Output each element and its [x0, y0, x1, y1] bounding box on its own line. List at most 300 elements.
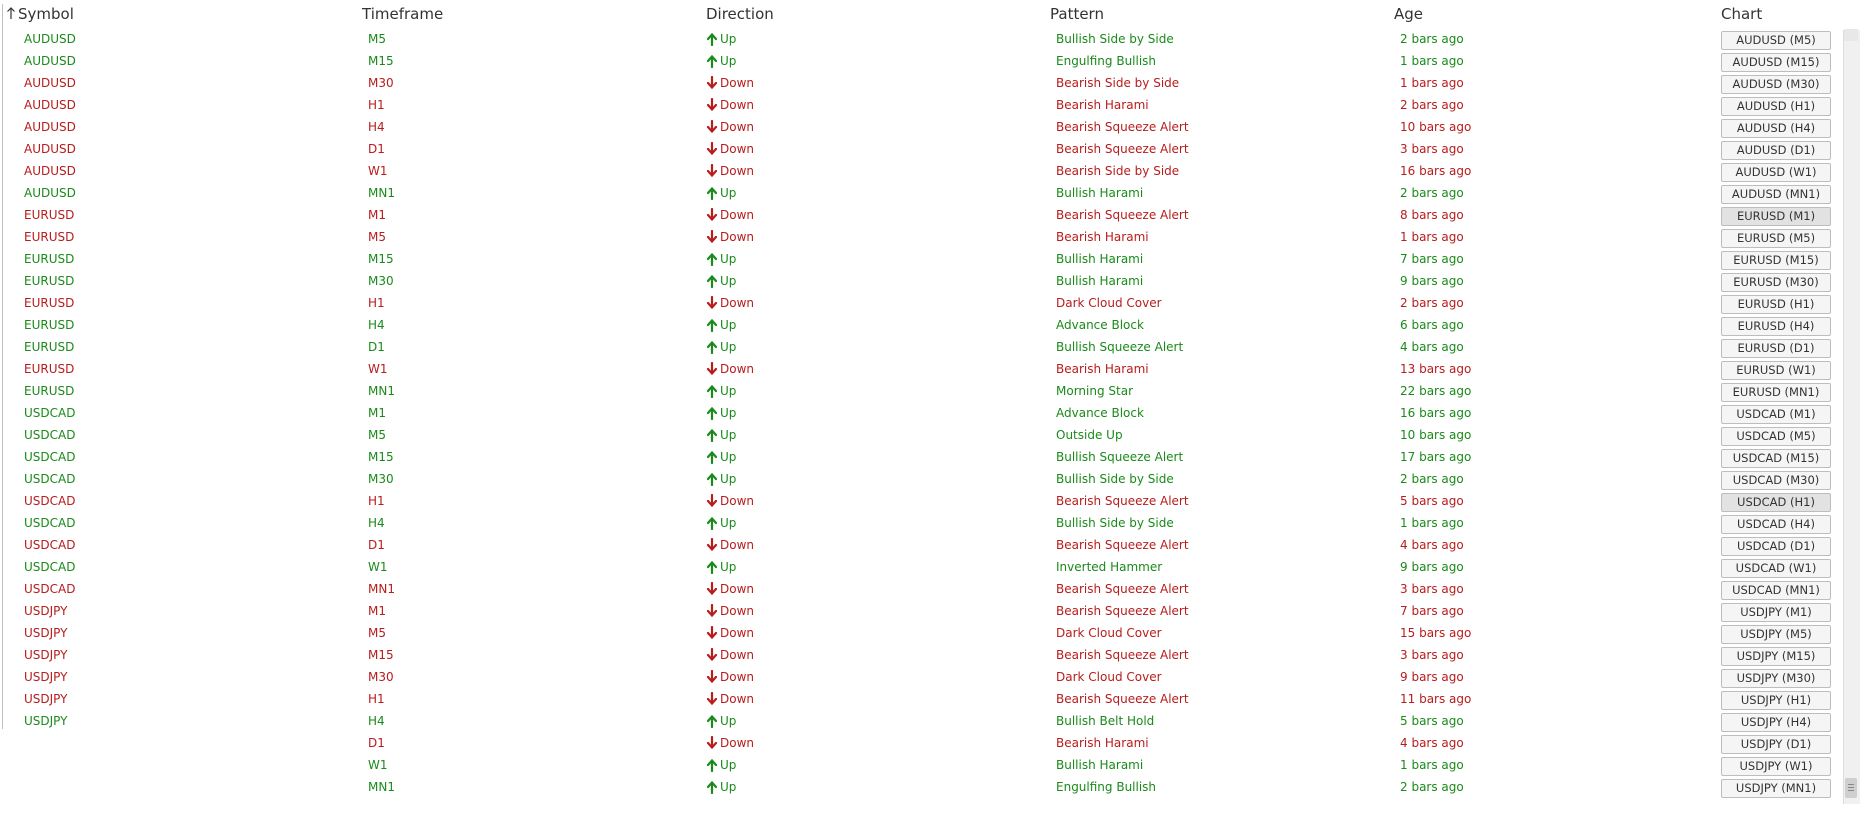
open-chart-button[interactable]: EURUSD (M15) [1721, 251, 1831, 270]
direction-label: Down [720, 538, 755, 552]
arrow-down-icon [706, 648, 718, 662]
pattern-cell: Bearish Squeeze Alert [1056, 494, 1189, 508]
direction-label: Down [720, 142, 755, 156]
timeframe-cell: H4 [368, 120, 385, 134]
timeframe-cell: M5 [368, 32, 386, 46]
table-row[interactable] [0, 535, 1840, 557]
pattern-cell: Bullish Squeeze Alert [1056, 450, 1184, 464]
open-chart-button[interactable]: USDCAD (M1) [1721, 405, 1831, 424]
direction-label: Down [720, 582, 755, 596]
open-chart-button[interactable]: EURUSD (MN1) [1721, 383, 1831, 402]
symbol-cell: USDCAD [24, 494, 76, 508]
age-cell: 4 bars ago [1400, 538, 1464, 552]
timeframe-cell: M1 [368, 406, 386, 420]
arrow-up-icon [706, 780, 718, 794]
age-cell: 2 bars ago [1400, 780, 1464, 794]
table-row[interactable] [0, 337, 1840, 359]
pattern-cell: Bullish Side by Side [1056, 472, 1174, 486]
age-cell: 8 bars ago [1400, 208, 1464, 222]
direction-label: Down [720, 208, 755, 222]
symbol-cell: USDJPY [24, 604, 68, 618]
direction-cell [706, 406, 736, 420]
arrow-down-icon [706, 142, 718, 156]
direction-cell [706, 362, 754, 376]
direction-cell [706, 736, 754, 750]
pattern-cell: Bearish Squeeze Alert [1056, 208, 1189, 222]
open-chart-button[interactable]: USDJPY (M30) [1721, 669, 1831, 688]
pattern-cell: Bullish Harami [1056, 758, 1144, 772]
symbol-cell: USDCAD [24, 472, 76, 486]
open-chart-button[interactable]: USDJPY (H4) [1721, 713, 1831, 732]
pattern-cell: Engulfing Bullish [1056, 780, 1157, 794]
column-header-chart[interactable]: Chart [1721, 5, 1763, 23]
table-row[interactable] [0, 689, 1840, 711]
pattern-cell: Morning Star [1056, 384, 1134, 398]
age-cell: 1 bars ago [1400, 230, 1464, 244]
direction-label: Up [720, 54, 737, 68]
age-cell: 1 bars ago [1400, 516, 1464, 530]
symbol-cell: AUDUSD [24, 142, 76, 156]
age-cell: 10 bars ago [1400, 120, 1472, 134]
age-cell: 4 bars ago [1400, 736, 1464, 750]
arrow-down-icon [706, 692, 718, 706]
table-row[interactable] [0, 623, 1840, 645]
symbol-cell: EURUSD [24, 208, 75, 222]
open-chart-button[interactable]: AUDUSD (M30) [1721, 75, 1831, 94]
table-row[interactable] [0, 29, 1840, 51]
age-cell: 16 bars ago [1400, 406, 1472, 420]
table-row[interactable] [0, 469, 1840, 491]
table-row[interactable] [0, 733, 1840, 755]
symbol-cell: USDCAD [24, 516, 76, 530]
timeframe-cell: W1 [368, 560, 388, 574]
grip-line [1848, 784, 1854, 785]
table-row[interactable] [0, 777, 1840, 799]
direction-cell [706, 428, 736, 442]
age-cell: 5 bars ago [1400, 494, 1464, 508]
age-cell: 9 bars ago [1400, 670, 1464, 684]
pattern-cell: Dark Cloud Cover [1056, 670, 1162, 684]
age-cell: 10 bars ago [1400, 428, 1472, 442]
age-cell: 16 bars ago [1400, 164, 1472, 178]
pattern-cell: Advance Block [1056, 318, 1144, 332]
open-chart-button[interactable]: USDJPY (D1) [1721, 735, 1831, 754]
direction-cell [706, 714, 736, 728]
symbol-cell: EURUSD [24, 384, 75, 398]
pattern-cell: Bearish Harami [1056, 230, 1149, 244]
arrow-down-icon [706, 296, 718, 310]
table-row[interactable] [0, 51, 1840, 73]
timeframe-cell: M30 [368, 76, 394, 90]
age-cell: 2 bars ago [1400, 32, 1464, 46]
table-row[interactable] [0, 249, 1840, 271]
pattern-cell: Bullish Belt Hold [1056, 714, 1155, 728]
open-chart-button[interactable]: EURUSD (H4) [1721, 317, 1831, 336]
direction-label: Down [720, 494, 755, 508]
timeframe-cell: W1 [368, 362, 388, 376]
direction-label: Up [720, 406, 737, 420]
symbol-cell: USDJPY [24, 626, 68, 640]
open-chart-button[interactable]: AUDUSD (M5) [1721, 31, 1831, 50]
pattern-cell: Bullish Harami [1056, 274, 1144, 288]
pattern-cell: Dark Cloud Cover [1056, 626, 1162, 640]
arrow-up-icon [706, 758, 718, 772]
direction-cell [706, 758, 736, 772]
direction-cell [706, 32, 736, 46]
direction-cell [706, 604, 754, 618]
age-cell: 7 bars ago [1400, 604, 1464, 618]
arrow-down-icon [706, 538, 718, 552]
age-cell: 3 bars ago [1400, 648, 1464, 662]
open-chart-button[interactable]: EURUSD (M1) [1721, 207, 1831, 226]
table-row[interactable] [0, 667, 1840, 689]
pattern-cell: Bearish Squeeze Alert [1056, 142, 1189, 156]
open-chart-button[interactable]: USDCAD (H4) [1721, 515, 1831, 534]
direction-cell [706, 340, 736, 354]
direction-label: Up [720, 428, 737, 442]
direction-cell [706, 230, 754, 244]
table-row[interactable] [0, 381, 1840, 403]
open-chart-button[interactable]: USDCAD (W1) [1721, 559, 1831, 578]
direction-label: Up [720, 472, 737, 486]
arrow-down-icon [706, 670, 718, 684]
open-chart-button[interactable]: AUDUSD (H4) [1721, 119, 1831, 138]
vertical-scrollbar[interactable] [1843, 30, 1860, 804]
column-header-pattern[interactable]: Pattern [1050, 5, 1104, 23]
scrollbar-thumb[interactable] [1845, 778, 1857, 798]
direction-cell [706, 384, 736, 398]
table-row[interactable] [0, 403, 1840, 425]
open-chart-button[interactable]: EURUSD (H1) [1721, 295, 1831, 314]
open-chart-button[interactable]: USDCAD (D1) [1721, 537, 1831, 556]
age-cell: 4 bars ago [1400, 340, 1464, 354]
table-body [0, 29, 1840, 799]
direction-cell [706, 98, 754, 112]
direction-cell [706, 252, 736, 266]
timeframe-cell: M1 [368, 604, 386, 618]
timeframe-cell: M5 [368, 626, 386, 640]
table-row[interactable] [0, 601, 1840, 623]
direction-label: Up [720, 252, 737, 266]
symbol-cell: USDJPY [24, 714, 68, 728]
age-cell: 9 bars ago [1400, 560, 1464, 574]
arrow-down-icon [706, 736, 718, 750]
timeframe-cell: H1 [368, 494, 385, 508]
direction-cell [706, 692, 754, 706]
timeframe-cell: M15 [368, 648, 394, 662]
timeframe-cell: H4 [368, 714, 385, 728]
symbol-cell: USDCAD [24, 582, 76, 596]
symbol-cell: EURUSD [24, 318, 75, 332]
direction-label: Down [720, 362, 755, 376]
table-row[interactable] [0, 359, 1840, 381]
timeframe-cell: W1 [368, 758, 388, 772]
open-chart-button[interactable]: EURUSD (D1) [1721, 339, 1831, 358]
age-cell: 2 bars ago [1400, 186, 1464, 200]
open-chart-button[interactable]: AUDUSD (M15) [1721, 53, 1831, 72]
direction-cell [706, 274, 736, 288]
age-cell: 22 bars ago [1400, 384, 1472, 398]
age-cell: 1 bars ago [1400, 54, 1464, 68]
pattern-cell: Bearish Harami [1056, 362, 1149, 376]
direction-label: Up [720, 186, 737, 200]
pattern-cell: Bearish Squeeze Alert [1056, 604, 1189, 618]
pattern-cell: Bearish Squeeze Alert [1056, 692, 1189, 706]
symbol-cell: EURUSD [24, 296, 75, 310]
arrow-up-icon [706, 428, 718, 442]
direction-cell [706, 538, 754, 552]
direction-cell [706, 186, 736, 200]
symbol-cell: USDJPY [24, 648, 68, 662]
age-cell: 2 bars ago [1400, 472, 1464, 486]
column-header-timeframe[interactable]: Timeframe [362, 5, 444, 23]
symbol-cell: USDCAD [24, 450, 76, 464]
arrow-up-icon [706, 318, 718, 332]
table-row[interactable] [0, 755, 1840, 777]
timeframe-cell: MN1 [368, 384, 395, 398]
pattern-cell: Dark Cloud Cover [1056, 296, 1162, 310]
sort-ascending-icon[interactable] [6, 5, 16, 23]
timeframe-cell: MN1 [368, 780, 395, 794]
direction-label: Up [720, 780, 737, 794]
table-row[interactable] [0, 117, 1840, 139]
timeframe-cell: MN1 [368, 582, 395, 596]
pattern-cell: Bullish Squeeze Alert [1056, 340, 1184, 354]
arrow-down-icon [706, 164, 718, 178]
symbol-cell: EURUSD [24, 230, 75, 244]
table-row[interactable] [0, 513, 1840, 535]
age-cell: 1 bars ago [1400, 758, 1464, 772]
table-row[interactable] [0, 557, 1840, 579]
direction-cell [706, 76, 754, 90]
symbol-cell: AUDUSD [24, 76, 76, 90]
timeframe-cell: M30 [368, 274, 394, 288]
table-row[interactable] [0, 95, 1840, 117]
timeframe-cell: W1 [368, 164, 388, 178]
arrow-down-icon [706, 230, 718, 244]
direction-cell [706, 164, 754, 178]
direction-cell [706, 472, 736, 486]
pattern-cell: Inverted Hammer [1056, 560, 1163, 574]
open-chart-button[interactable]: EURUSD (M5) [1721, 229, 1831, 248]
grip-line [1848, 790, 1854, 791]
pattern-cell: Bearish Squeeze Alert [1056, 538, 1189, 552]
open-chart-button[interactable]: USDCAD (M5) [1721, 427, 1831, 446]
direction-label: Down [720, 692, 755, 706]
direction-cell [706, 494, 754, 508]
timeframe-cell: M30 [368, 472, 394, 486]
timeframe-cell: M15 [368, 252, 394, 266]
table-row[interactable] [0, 205, 1840, 227]
pattern-cell: Bullish Side by Side [1056, 32, 1174, 46]
table-row[interactable] [0, 271, 1840, 293]
direction-label: Down [720, 98, 755, 112]
pattern-cell: Advance Block [1056, 406, 1144, 420]
timeframe-cell: H1 [368, 296, 385, 310]
pattern-cell: Bearish Squeeze Alert [1056, 648, 1189, 662]
table-row[interactable] [0, 425, 1840, 447]
age-cell: 7 bars ago [1400, 252, 1464, 266]
age-cell: 3 bars ago [1400, 582, 1464, 596]
age-cell: 15 bars ago [1400, 626, 1472, 640]
timeframe-cell: D1 [368, 340, 385, 354]
pattern-cell: Outside Up [1056, 428, 1123, 442]
pattern-cell: Bullish Side by Side [1056, 516, 1174, 530]
symbol-cell: AUDUSD [24, 98, 76, 112]
symbol-cell: AUDUSD [24, 164, 76, 178]
age-cell: 3 bars ago [1400, 142, 1464, 156]
direction-cell [706, 54, 736, 68]
pattern-cell: Bearish Harami [1056, 98, 1149, 112]
open-chart-button[interactable]: USDJPY (W1) [1721, 757, 1831, 776]
direction-label: Up [720, 758, 737, 772]
arrow-down-icon [706, 626, 718, 640]
age-cell: 5 bars ago [1400, 714, 1464, 728]
symbol-cell: EURUSD [24, 274, 75, 288]
symbol-cell: EURUSD [24, 362, 75, 376]
table-row[interactable] [0, 491, 1840, 513]
direction-cell [706, 296, 754, 310]
pattern-cell: Engulfing Bullish [1056, 54, 1157, 68]
table-row[interactable] [0, 315, 1840, 337]
arrow-down-icon [706, 582, 718, 596]
arrow-up-icon [706, 714, 718, 728]
symbol-cell: USDCAD [24, 538, 76, 552]
direction-label: Down [720, 296, 755, 310]
open-chart-button[interactable]: USDCAD (M15) [1721, 449, 1831, 468]
direction-label: Down [720, 120, 755, 134]
scroll-up-button[interactable] [1844, 29, 1858, 41]
arrow-down-icon [706, 604, 718, 618]
age-cell: 1 bars ago [1400, 76, 1464, 90]
timeframe-cell: D1 [368, 736, 385, 750]
arrow-up-icon [706, 252, 718, 266]
age-cell: 13 bars ago [1400, 362, 1472, 376]
table-row[interactable] [0, 139, 1840, 161]
table-row[interactable] [0, 447, 1840, 469]
open-chart-button[interactable]: AUDUSD (W1) [1721, 163, 1831, 182]
open-chart-button[interactable]: USDJPY (M1) [1721, 603, 1831, 622]
symbol-cell: USDJPY [24, 692, 68, 706]
table-row[interactable] [0, 227, 1840, 249]
timeframe-cell: M1 [368, 208, 386, 222]
table-row[interactable] [0, 293, 1840, 315]
direction-label: Down [720, 604, 755, 618]
direction-label: Up [720, 450, 737, 464]
direction-label: Up [720, 318, 737, 332]
timeframe-cell: H1 [368, 692, 385, 706]
open-chart-button[interactable]: EURUSD (M30) [1721, 273, 1831, 292]
open-chart-button[interactable]: USDJPY (MN1) [1721, 779, 1831, 798]
column-header-symbol[interactable]: Symbol [18, 5, 74, 23]
age-cell: 2 bars ago [1400, 98, 1464, 112]
symbol-cell: USDCAD [24, 428, 76, 442]
open-chart-button[interactable]: USDCAD (MN1) [1721, 581, 1831, 600]
direction-cell [706, 670, 754, 684]
pattern-cell: Bearish Squeeze Alert [1056, 120, 1189, 134]
arrow-down-icon [706, 208, 718, 222]
open-chart-button[interactable]: USDCAD (H1) [1721, 493, 1831, 512]
table-row[interactable] [0, 711, 1840, 733]
table-row[interactable] [0, 73, 1840, 95]
symbol-cell: AUDUSD [24, 54, 76, 68]
timeframe-cell: D1 [368, 142, 385, 156]
pattern-cell: Bullish Harami [1056, 186, 1144, 200]
direction-cell [706, 208, 754, 222]
open-chart-button[interactable]: USDCAD (M30) [1721, 471, 1831, 490]
direction-label: Up [720, 714, 737, 728]
table-header [0, 0, 1861, 26]
open-chart-button[interactable]: AUDUSD (D1) [1721, 141, 1831, 160]
arrow-up-icon [706, 186, 718, 200]
column-header-age[interactable]: Age [1394, 5, 1424, 23]
open-chart-button[interactable]: AUDUSD (MN1) [1721, 185, 1831, 204]
symbol-cell: EURUSD [24, 252, 75, 266]
direction-cell [706, 582, 754, 596]
direction-label: Down [720, 648, 755, 662]
direction-cell [706, 626, 754, 640]
open-chart-button[interactable]: USDJPY (M5) [1721, 625, 1831, 644]
open-chart-button[interactable]: EURUSD (W1) [1721, 361, 1831, 380]
arrow-up-icon [706, 274, 718, 288]
table-row[interactable] [0, 161, 1840, 183]
direction-cell [706, 560, 736, 574]
symbol-cell: USDCAD [24, 560, 76, 574]
direction-label: Up [720, 32, 737, 46]
arrow-down-icon [706, 362, 718, 376]
symbol-cell: AUDUSD [24, 120, 76, 134]
open-chart-button[interactable]: USDJPY (H1) [1721, 691, 1831, 710]
direction-label: Down [720, 736, 755, 750]
age-cell: 9 bars ago [1400, 274, 1464, 288]
open-chart-button[interactable]: USDJPY (M15) [1721, 647, 1831, 666]
direction-label: Down [720, 670, 755, 684]
direction-label: Up [720, 274, 737, 288]
pattern-cell: Bearish Squeeze Alert [1056, 582, 1189, 596]
age-cell: 6 bars ago [1400, 318, 1464, 332]
direction-cell [706, 780, 736, 794]
timeframe-cell: M5 [368, 428, 386, 442]
arrow-up-icon [706, 450, 718, 464]
arrow-up-icon [706, 384, 718, 398]
pattern-cell: Bearish Harami [1056, 736, 1149, 750]
table-row[interactable] [0, 579, 1840, 601]
direction-cell [706, 648, 754, 662]
timeframe-cell: H4 [368, 318, 385, 332]
direction-cell [706, 142, 754, 156]
direction-label: Up [720, 560, 737, 574]
arrow-up-icon [706, 472, 718, 486]
column-header-direction[interactable]: Direction [706, 5, 774, 23]
table-row[interactable] [0, 645, 1840, 667]
direction-label: Down [720, 76, 755, 90]
open-chart-button[interactable]: AUDUSD (H1) [1721, 97, 1831, 116]
direction-cell [706, 450, 736, 464]
arrow-up-icon [706, 406, 718, 420]
direction-label: Up [720, 516, 737, 530]
direction-label: Down [720, 164, 755, 178]
direction-cell [706, 318, 736, 332]
arrow-up-icon [706, 560, 718, 574]
symbol-cell: EURUSD [24, 340, 75, 354]
direction-label: Up [720, 384, 737, 398]
symbol-cell: USDCAD [24, 406, 76, 420]
pattern-cell: Bearish Side by Side [1056, 76, 1180, 90]
timeframe-cell: M15 [368, 450, 394, 464]
table-row[interactable] [0, 183, 1840, 205]
direction-cell [706, 120, 754, 134]
arrow-up-icon [706, 54, 718, 68]
